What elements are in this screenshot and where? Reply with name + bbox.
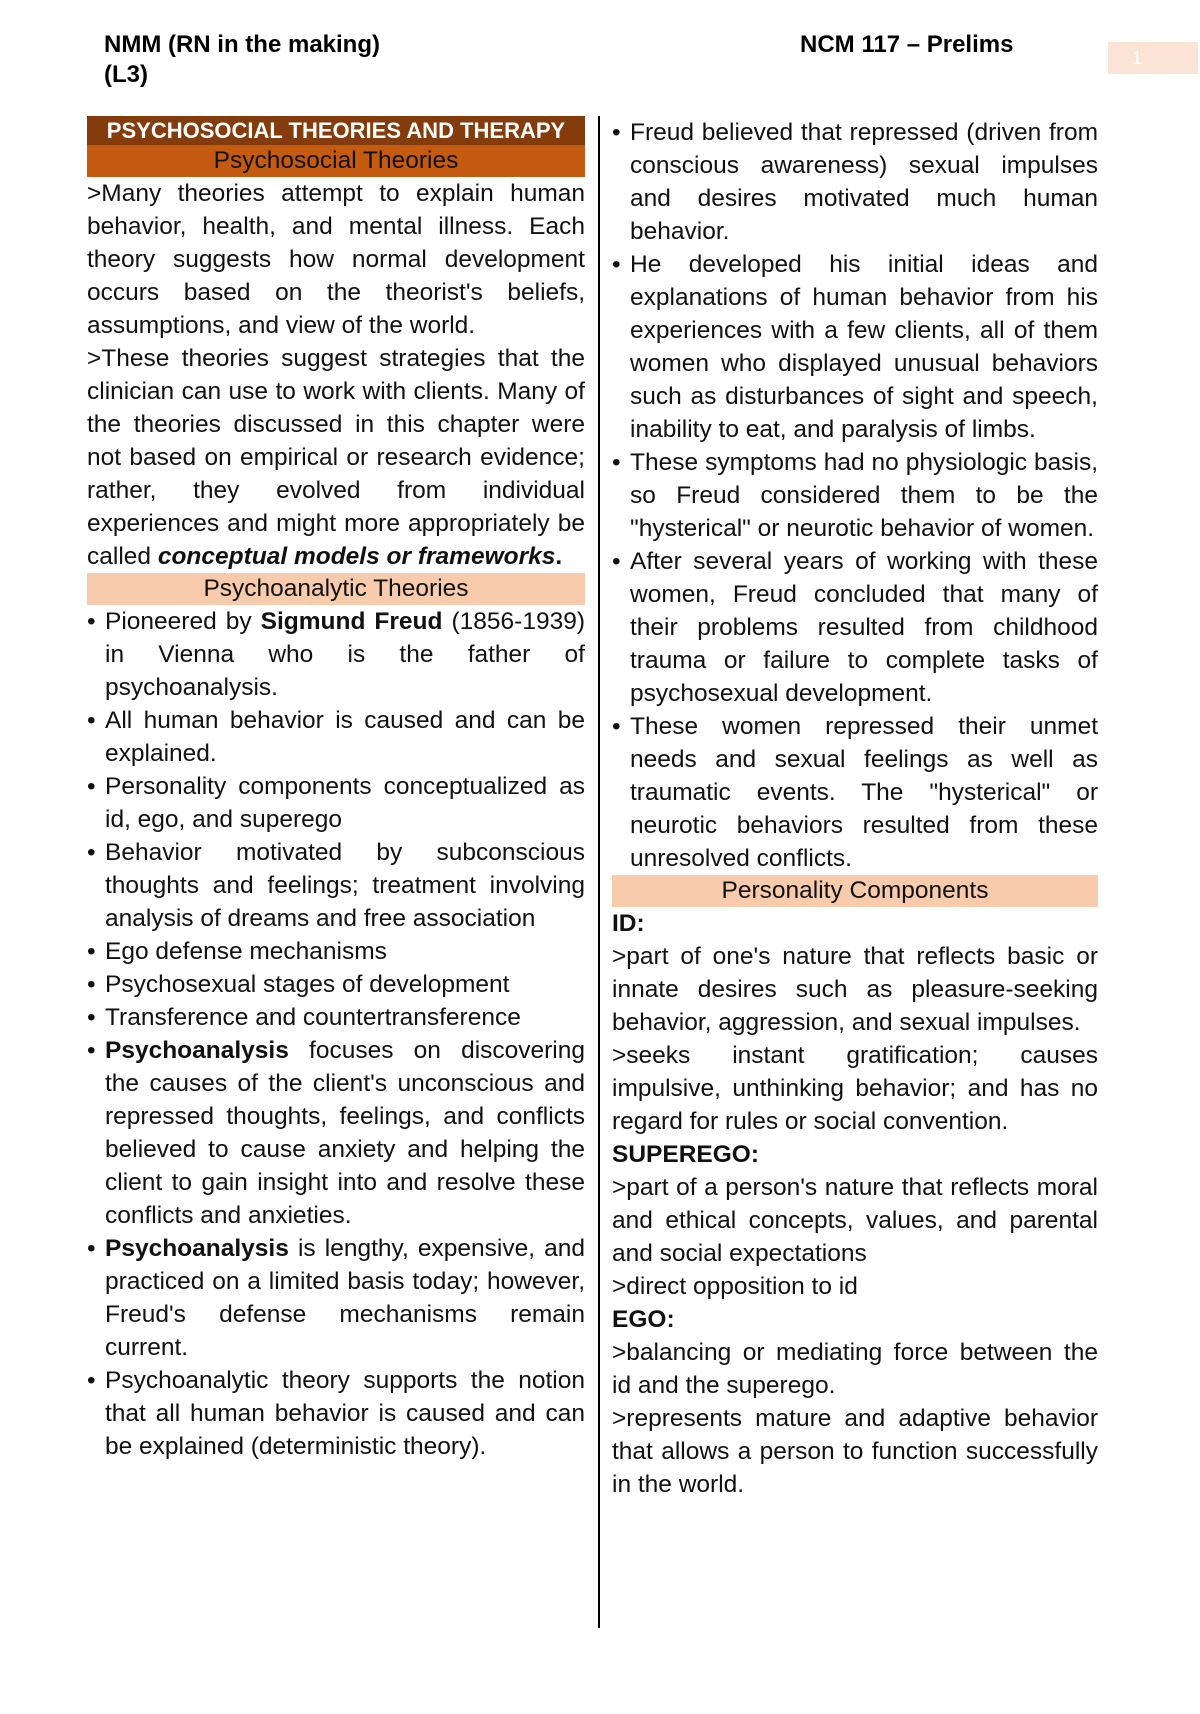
list-item-text: is lengthy, expensive, and practiced on a limited basis today; however, Freud's defense mechanisms remain current. (105, 1235, 585, 1361)
emphasis-conceptual-models: conceptual models or frameworks (157, 543, 556, 570)
section-heading-psychosocial: Psychosocial Theories (87, 145, 585, 177)
label-ego: EGO: (612, 1306, 675, 1333)
paragraph-ego-1: >balancing or mediating force between the id and the superego. (612, 1339, 1098, 1399)
header-section: (L3) (104, 61, 148, 88)
section-heading-personality: Personality Components (612, 875, 1098, 907)
list-item: • All human behavior is caused and can be explained. (87, 704, 585, 770)
list-item: • Ego defense mechanisms (87, 935, 585, 968)
page-number: 1 (1108, 42, 1198, 74)
header-course-group: NMM (RN in the making) (104, 31, 380, 58)
list-item: • After several years of working with these women, Freud concluded that many of their problems resulted from childhood trauma or failure to complete tasks of psychosexual development. (612, 545, 1098, 710)
paragraph-superego-1: >part of a person's nature that reflects moral and ethical concepts, values, and parental and social expectations (612, 1174, 1098, 1267)
list-item (87, 605, 585, 704)
freud-name: Sigmund Freud (260, 608, 443, 635)
paragraph-ego-2: >represents mature and adaptive behavior that allows a person to function successfully in the world. (612, 1405, 1098, 1498)
list-item: • Transference and countertransference (87, 1001, 585, 1034)
list-item: • Personality components conceptualized as id, ego, and superego (87, 770, 585, 836)
paragraph-intro-2-text: >These theories suggest strategies that the clinician can use to work with clients. Many of the theories discussed in this chapter were not based on empirical or research evidence; rather, they evolved from individual experiences and might more appropriately be called (87, 345, 585, 570)
psychoanalytic-bullet-list (87, 605, 585, 1463)
term-psychoanalysis: Psychoanalysis (105, 1235, 289, 1262)
list-item: • Freud believed that repressed (driven from conscious awareness) sexual impulses and desires motivated much human behavior. (612, 116, 1098, 248)
label-superego: SUPEREGO: (612, 1141, 760, 1168)
list-item (87, 1232, 585, 1364)
header-left (104, 30, 380, 90)
list-item (87, 1034, 585, 1232)
term-psychoanalysis: Psychoanalysis (105, 1037, 289, 1064)
list-item: • These women repressed their unmet needs and sexual feelings as well as traumatic events. The "hysterical" or neurotic behaviors resulted from these unresolved conflicts. (612, 710, 1098, 875)
paragraph-intro-2-end: . (555, 543, 563, 570)
paragraph-intro-2 (87, 342, 585, 573)
list-item: • Psychosexual stages of development (87, 968, 585, 1001)
list-item: • Behavior motivated by subconscious thoughts and feelings; treatment involving analysis of dreams and free association (87, 836, 585, 935)
list-item-text: Pioneered by (105, 608, 261, 635)
label-id: ID: (612, 910, 645, 937)
list-item-text: focuses on discovering the causes of the client's unconscious and repressed thoughts, feelings, and conflicts believed to cause anxiety and helping the client to gain insight into and resolve these conflicts and anxieties. (105, 1037, 585, 1229)
freud-bullet-list (612, 116, 1098, 875)
paragraph-id-1: >part of one's nature that reflects basic or innate desires such as pleasure-seeking behavior, aggression, and sexual impulses. (612, 943, 1098, 1036)
list-item: • These symptoms had no physiologic basis, so Freud considered them to be the "hysterical" or neurotic behavior of women. (612, 446, 1098, 545)
section-heading-psychoanalytic: Psychoanalytic Theories (87, 573, 585, 605)
right-column (612, 116, 1098, 1501)
header-right: NCM 117 – Prelims (800, 31, 1014, 58)
paragraph-superego-2: >direct opposition to id (612, 1273, 858, 1300)
paragraph-intro-1: >Many theories attempt to explain human behavior, health, and mental illness. Each theory suggests how normal development occurs based on the theorist's beliefs, assumptions, and view of the world. (87, 180, 585, 339)
list-item-text: (1856-1939) in Vienna who is the father of psychoanalysis. (105, 608, 585, 701)
list-item: • He developed his initial ideas and explanations of human behavior from his experiences with a few clients, all of them women who displayed unusual behaviors such as disturbances of sight and speech, inability to eat, and paralysis of limbs. (612, 248, 1098, 446)
column-divider (598, 116, 600, 1628)
list-item: • Psychoanalytic theory supports the notion that all human behavior is caused and can be explained (deterministic theory). (87, 1364, 585, 1463)
paragraph-id-2: >seeks instant gratification; causes impulsive, unthinking behavior; and has no regard for rules or social convention. (612, 1042, 1098, 1135)
left-column (87, 116, 585, 1463)
document-title: PSYCHOSOCIAL THEORIES AND THERAPY (87, 116, 585, 145)
